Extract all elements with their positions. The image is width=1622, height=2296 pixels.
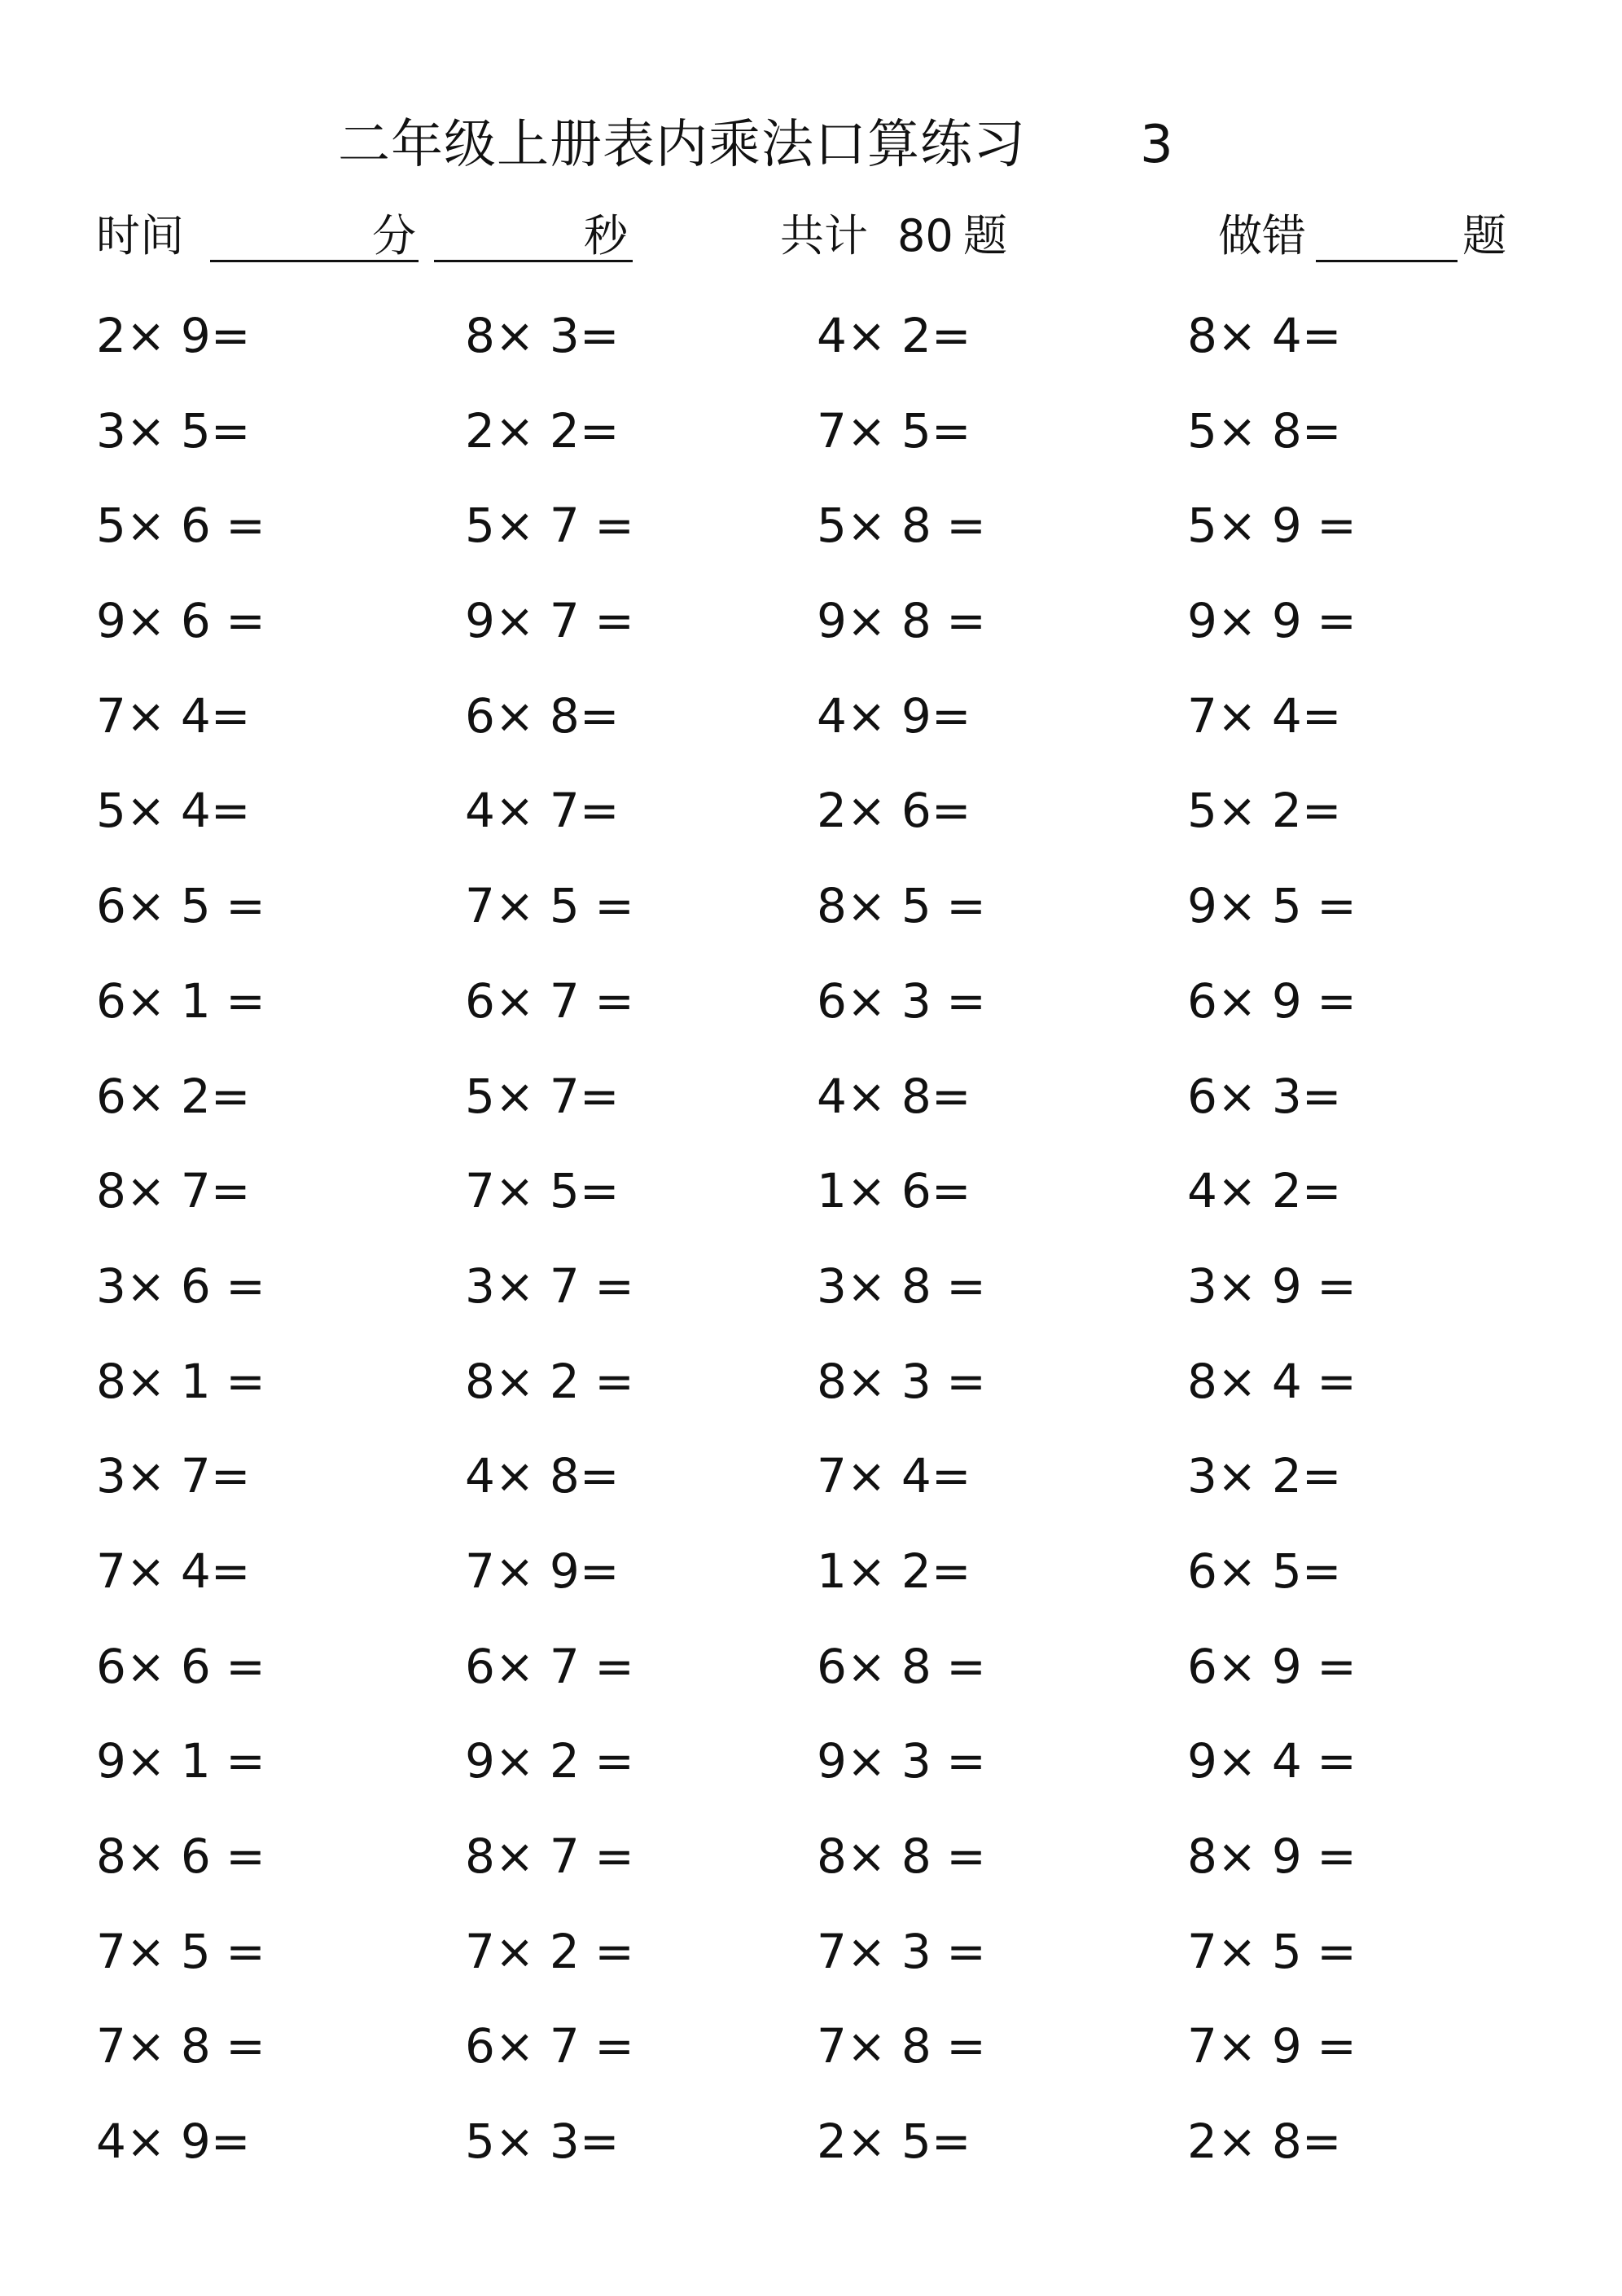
problem-item: 9× 5 = [1187,878,1357,934]
problem-item: 7× 5 = [465,878,634,934]
minute-label: 分 [372,210,416,261]
problem-item: 3× 8 = [817,1258,986,1314]
problem-item: 9× 1 = [96,1733,265,1789]
problem-item: 2× 2= [465,402,620,459]
problem-item: 5× 4= [96,783,251,839]
problem-item: 8× 7= [96,1163,251,1219]
problem-item: 3× 5= [96,402,251,459]
problem-item: 2× 9= [96,308,251,363]
problem-row [0,1064,1622,1159]
problem-row [0,1349,1622,1444]
problem-item: 2× 6= [817,783,971,839]
problem-item: 6× 7 = [465,2018,634,2074]
worksheet-title [338,112,1174,178]
problem-item: 3× 9 = [1187,1258,1357,1314]
problem-item: 6× 8 = [817,1638,986,1694]
problem-item: 6× 1 = [96,972,265,1029]
total-value: 80 [897,210,953,261]
total-unit: 题 [963,210,1007,261]
problem-item: 9× 6 = [96,593,265,649]
problem-row [0,2013,1622,2109]
problem-row [0,1253,1622,1349]
time-label: 时间 [96,210,184,261]
problem-item: 5× 7 = [465,498,634,554]
problem-item: 7× 8 = [96,2018,265,2074]
problem-item: 4× 2= [1187,1163,1342,1219]
problem-item: 2× 8= [1187,2114,1342,2170]
problem-item: 1× 6= [817,1163,971,1219]
problem-item: 6× 5= [1187,1543,1342,1599]
problem-item: 6× 9 = [1187,972,1357,1029]
problem-item: 7× 4= [1187,687,1342,744]
problem-item: 7× 5 = [1187,1923,1357,1979]
worksheet-header-row [0,208,1622,273]
problem-item: 7× 5 = [96,1923,265,1979]
problem-row [0,873,1622,968]
problem-item: 5× 9 = [1187,498,1357,554]
problem-row [0,683,1622,779]
problem-item: 7× 3 = [817,1923,986,1979]
problem-row [0,398,1622,494]
problem-item: 9× 9 = [1187,593,1357,649]
problem-item: 8× 6 = [96,1828,265,1884]
problem-item: 7× 5= [465,1163,620,1219]
wrong-label: 做错 [1218,210,1306,261]
problem-item: 8× 1 = [96,1353,265,1409]
problem-item: 8× 2 = [465,1353,634,1409]
problem-row [0,2109,1622,2204]
problem-item: 4× 2= [817,308,971,363]
problem-item: 5× 2= [1187,783,1342,839]
problem-row [0,493,1622,588]
problem-item: 8× 3= [465,308,620,363]
problem-item: 8× 7 = [465,1828,634,1884]
problem-item: 8× 3 = [817,1353,986,1409]
problem-item: 4× 8= [817,1068,971,1124]
wrong-count-blank-line[interactable] [1316,260,1458,262]
problem-item: 6× 7 = [465,1638,634,1694]
total-label: 共计 [780,210,868,261]
problem-item: 7× 8 = [817,2018,986,2074]
problem-item: 3× 7 = [465,1258,634,1314]
problem-item: 6× 5 = [96,878,265,934]
problem-item: 3× 7= [96,1448,251,1504]
problem-grid [0,303,1622,2204]
problem-item: 9× 3 = [817,1733,986,1789]
problem-item: 7× 9= [465,1543,620,1599]
problem-item: 2× 5= [817,2114,971,2170]
problem-row [0,303,1622,398]
problem-item: 6× 6 = [96,1638,265,1694]
problem-row [0,968,1622,1064]
problem-item: 8× 4= [1187,308,1342,363]
problem-item: 4× 8= [465,1448,620,1504]
problem-item: 8× 9 = [1187,1828,1357,1884]
problem-item: 7× 4= [96,687,251,744]
problem-item: 9× 8 = [817,593,986,649]
problem-row [0,1634,1622,1729]
problem-item: 4× 7= [465,783,620,839]
problem-item: 9× 7 = [465,593,634,649]
problem-row [0,778,1622,873]
problem-item: 7× 2 = [465,1923,634,1979]
problem-row [0,1728,1622,1824]
problem-item: 3× 2= [1187,1448,1342,1504]
problem-item: 7× 4= [96,1543,251,1599]
problem-item: 5× 6 = [96,498,265,554]
problem-item: 6× 3 = [817,972,986,1029]
problem-item: 1× 2= [817,1543,971,1599]
problem-item: 9× 2 = [465,1733,634,1789]
problem-item: 8× 4 = [1187,1353,1357,1409]
problem-item: 9× 4 = [1187,1733,1357,1789]
problem-item: 4× 9= [96,2114,251,2170]
problem-item: 4× 9= [817,687,971,744]
problem-item: 5× 7= [465,1068,620,1124]
worksheet-number: 3 [1140,115,1174,175]
problem-item: 6× 8= [465,687,620,744]
problem-item: 7× 5= [817,402,971,459]
problem-item: 7× 9 = [1187,2018,1357,2074]
wrong-unit: 题 [1462,210,1506,261]
problem-item: 6× 7 = [465,972,634,1029]
problem-row [0,1919,1622,2014]
problem-row [0,1824,1622,1919]
problem-item: 8× 5 = [817,878,986,934]
problem-item: 5× 3= [465,2114,620,2170]
second-label: 秒 [584,210,628,261]
problem-item: 8× 8 = [817,1828,986,1884]
problem-row [0,1539,1622,1634]
problem-item: 5× 8= [1187,402,1342,459]
title-text: 二年级上册表内乘法口算练习 [338,115,1026,175]
problem-item: 5× 8 = [817,498,986,554]
problem-item: 6× 2= [96,1068,251,1124]
problem-item: 7× 4= [817,1448,971,1504]
problem-item: 6× 9 = [1187,1638,1357,1694]
problem-item: 6× 3= [1187,1068,1342,1124]
problem-row [0,588,1622,683]
problem-row [0,1158,1622,1253]
problem-item: 3× 6 = [96,1258,265,1314]
problem-row [0,1443,1622,1539]
